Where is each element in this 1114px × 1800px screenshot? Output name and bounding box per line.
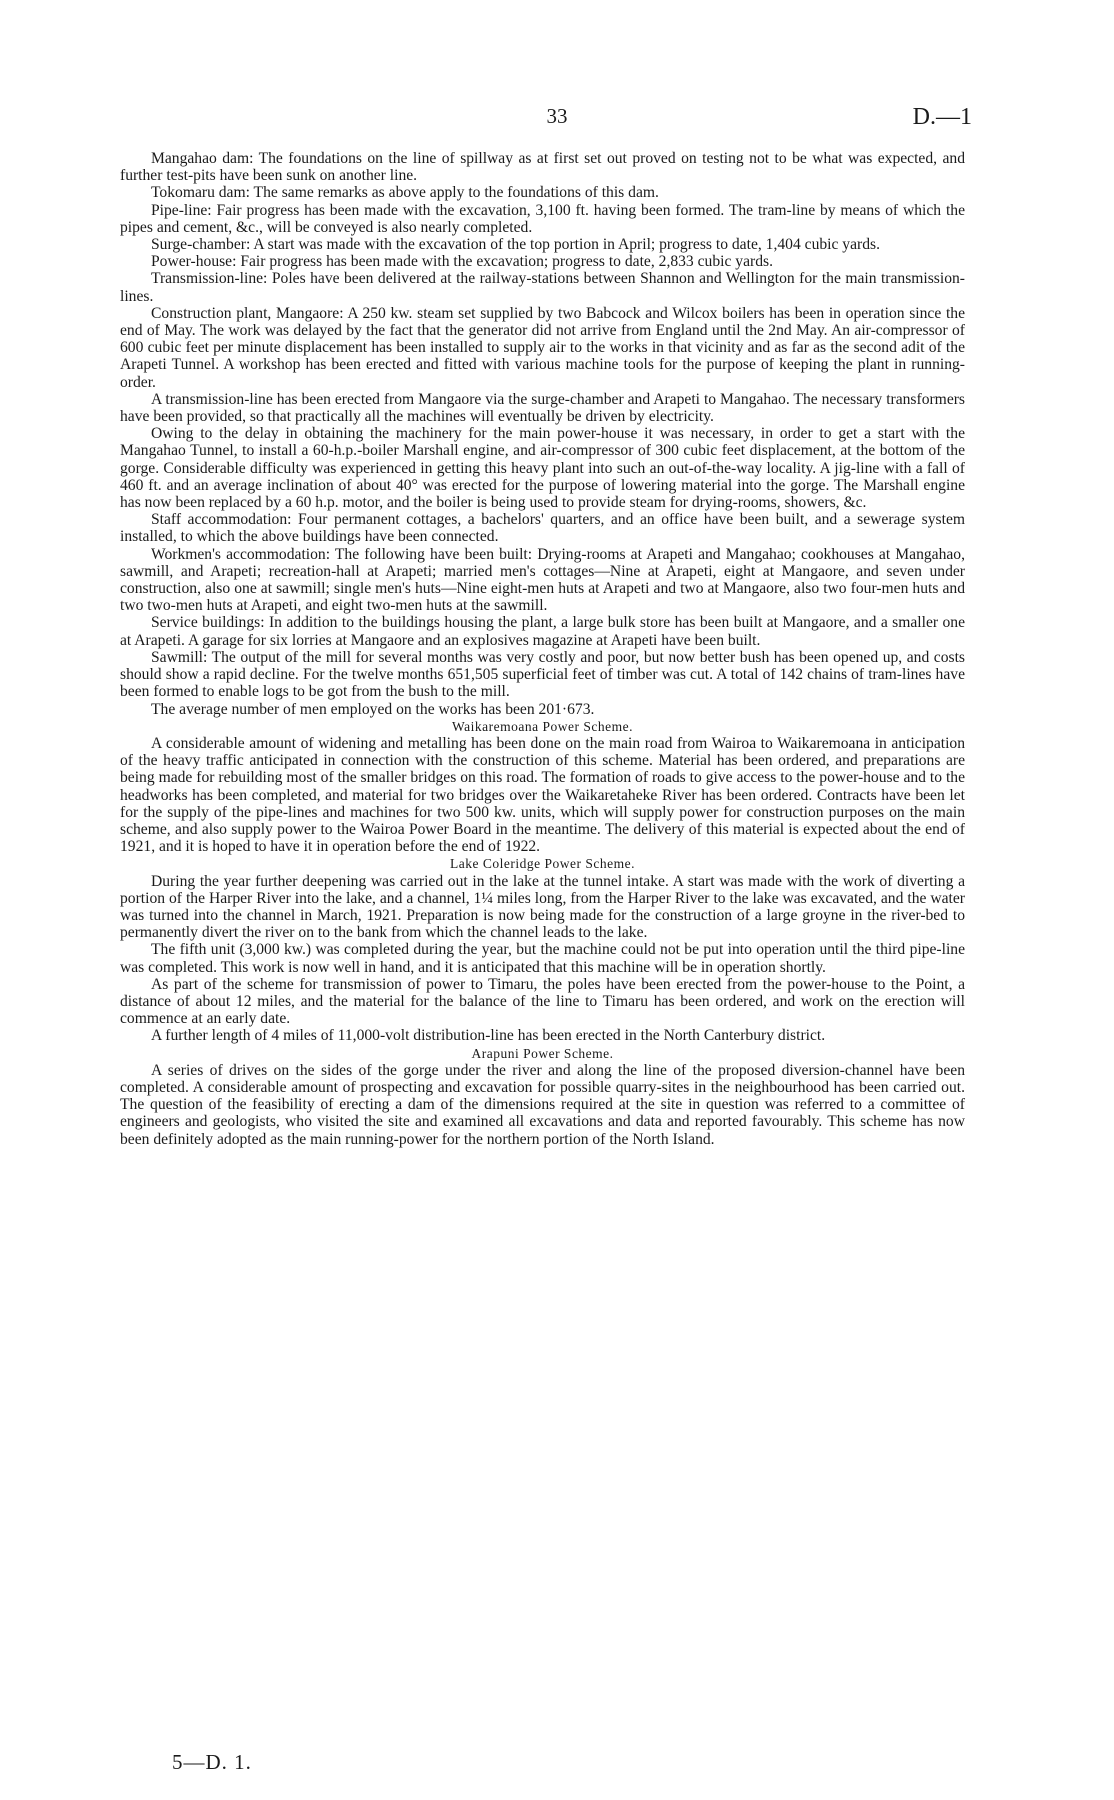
page-header — [0, 104, 1114, 134]
page-number: 33 — [546, 104, 568, 128]
paragraph: Service buildings: In addition to the buildings housing the plant, a large bulk store has been built at Mangaore, and a smaller one at Arapeti. A garage for six lorries at Mangaore and an explosives magazine at Arapeti have been built. — [120, 614, 965, 649]
paragraph: Workmen's accommodation: The following have been built: Drying-rooms at Arapeti and Mangahao; cookhouses at Mangahao, sawmill, and Arapeti; recreation-hall at Arapeti; married men's cottages—Nine at Arapeti, eight at Mangaore, and seven under construction, also one at sawmill; single men's huts—Nine eight-men huts at Arapeti and two at Mangaore, also two four-men huts and two two-men huts at Arapeti, and eight two-men huts at the sawmill. — [120, 545, 965, 615]
paragraph: During the year further deepening was carried out in the lake at the tunnel intake. A start was made with the work of diverting a portion of the Harper River into the lake, and a channel, 1¼ miles long, from the Harper River to the lake was excavated, and the water was turned into the channel in March, 1921. Preparation is now being made for the construction of a large groyne in the river-bed to permanently divert the river on to the bank from which the channel leads to the lake. — [120, 872, 965, 942]
section-heading-arapuni: Arapuni Power Scheme. — [471, 1045, 614, 1061]
paragraph: A further length of 4 miles of 11,000-volt distribution-line has been erected in the North Canterbury district. — [151, 1027, 826, 1045]
paragraph: A considerable amount of widening and metalling has been done on the main road from Wairoa to Waikaremoana in anticipation of the heavy traffic anticipated in connection with the construction of this scheme. Material has been ordered, and preparations are being made for rebuilding most of the smaller bridges on this road. The formation of roads to give access to the power-house and to the headworks has been completed, and material for two bridges over the Waikaretaheke River has been ordered. Contracts have been let for the supply of the pipe-lines and machines for two 500 kw. units, which will supply power for construction purposes on the main scheme, and also supply power to the Wairoa Power Board in the meantime. The delivery of this material is expected about the end of 1921, and it is hoped to have it in operation before the end of 1922. — [120, 734, 965, 856]
paragraph: The average number of men employed on the works has been 201·673. — [151, 700, 595, 718]
paragraph: The fifth unit (3,000 kw.) was completed during the year, but the machine could not be put into operation until the third pipe-line was completed. This work is now well in hand, and it is anticipated that this machine will be in operation shortly. — [120, 941, 965, 976]
document-reference: D.—1 — [912, 104, 972, 130]
paragraph: Sawmill: The output of the mill for several months was very costly and poor, but now better bush has been opened up, and costs should show a rapid decline. For the twelve months 651,505 superficial feet of timber was cut. A total of 142 chains of tram-lines have been formed to enable logs to be got from the bush to the mill. — [120, 648, 965, 701]
page-footer-signature: 5—D. 1. — [172, 1750, 252, 1774]
paragraph: As part of the scheme for transmission of power to Timaru, the poles have been erected from the power-house to the Point, a distance of about 12 miles, and the material for the balance of the line to Timaru has been ordered, and work on the erection will commence at an early date. — [120, 975, 965, 1028]
paragraph: A series of drives on the sides of the gorge under the river and along the line of the proposed diversion-channel have been completed. A considerable amount of prospecting and excavation for possible quarry-sites in the neighbourhood has been carried out. The question of the feasibility of erecting a dam of the dimensions required at the site in question was referred to a committee of engineers and geologists, who visited the site and examined all excavations and data and reported favourably. This scheme has now been definitely adopted as the main running-power for the northern portion of the North Island. — [120, 1061, 965, 1148]
paragraph: Tokomaru dam: The same remarks as above apply to the foundations of this dam. — [151, 184, 659, 202]
paragraph: Surge-chamber: A start was made with the excavation of the top portion in April; progress to date, 1,404 cubic yards. — [151, 236, 880, 254]
page-body — [120, 150, 965, 1148]
paragraph: Construction plant, Mangaore: A 250 kw. steam set supplied by two Babcock and Wilcox boilers has been in operation since the end of May. The work was delayed by the fact that the generator did not arrive from England until the 2nd May. An air-compressor of 600 cubic feet per minute displacement has been installed to supply air to the works in that vicinity and as far as the second adit of the Arapeti Tunnel. A workshop has been erected and fitted with various machine tools for the purpose of keeping the plant in running-order. — [120, 304, 965, 391]
paragraph: Staff accommodation: Four permanent cottages, a bachelors' quarters, and an office have been built, and a sewerage system installed, to which the above buildings have been connected. — [120, 511, 965, 546]
paragraph: Owing to the delay in obtaining the machinery for the main power-house it was necessary, in order to get a start with the Mangahao Tunnel, to install a 60-h.p.-boiler Marshall engine, and air-compressor of 300 cubic feet displacement, at the bottom of the gorge. Considerable difficulty was experienced in getting this heavy plant into such an out-of-the-way locality. A jig-line with a fall of 460 ft. and an average inclination of about 40° was erected for the purpose of lowering material into the gorge. The Marshall engine has now been replaced by a 60 h.p. motor, and the boiler is being used to provide steam for drying-rooms, showers, &c. — [120, 425, 965, 512]
section-heading-waikaremoana: Waikaremoana Power Scheme. — [452, 718, 633, 734]
section-heading-lake-coleridge: Lake Coleridge Power Scheme. — [450, 856, 635, 872]
paragraph: A transmission-line has been erected from Mangaore via the surge-chamber and Arapeti to Mangahao. The necessary transformers have been provided, so that practically all the machines will eventually be driven by electricity. — [120, 390, 965, 426]
paragraph: Power-house: Fair progress has been made with the excavation; progress to date, 2,833 cubic yards. — [151, 253, 773, 271]
paragraph: Mangahao dam: The foundations on the line of spillway as at first set out proved on testing not to be what was expected, and further test-pits have been sunk on another line. — [120, 150, 965, 185]
paragraph: Pipe-line: Fair progress has been made with the excavation, 3,100 ft. having been formed. The tram-line by means of which the pipes and cement, &c., will be conveyed is also nearly completed. — [120, 201, 965, 236]
paragraph: Transmission-line: Poles have been delivered at the railway-stations between Shannon and Wellington for the main transmission-lines. — [120, 270, 965, 305]
